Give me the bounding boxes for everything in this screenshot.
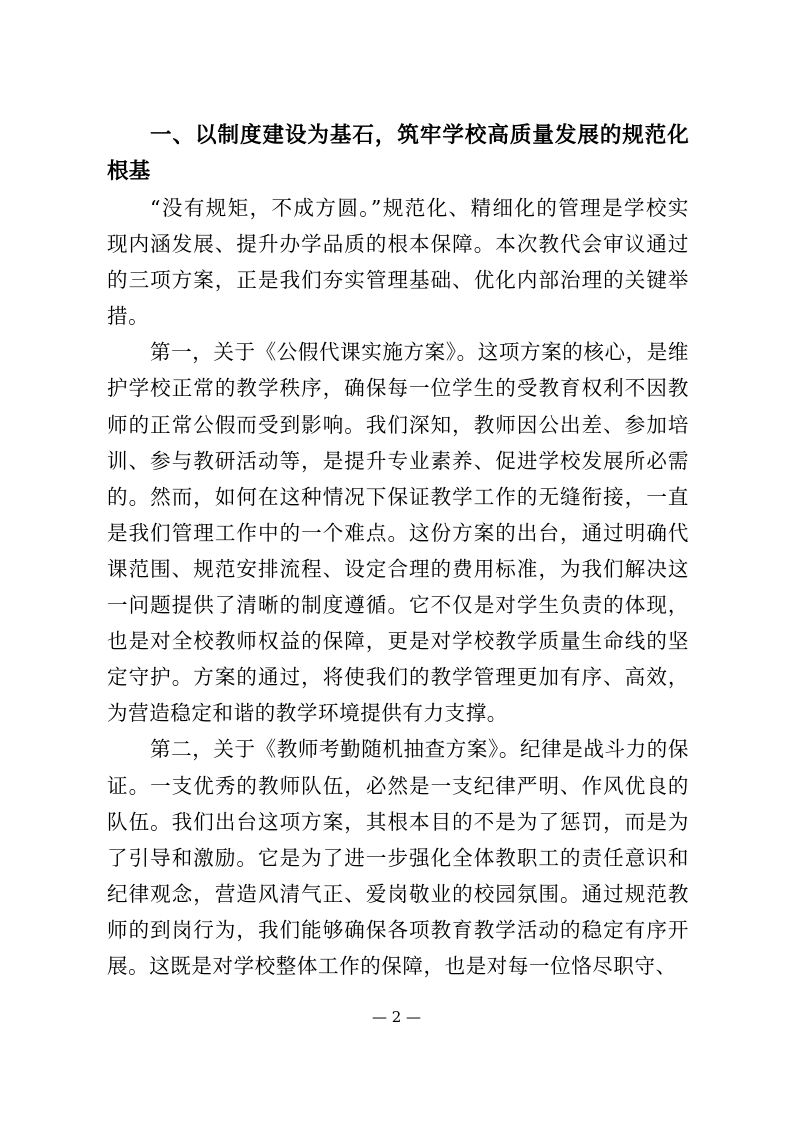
section-heading: 一、以制度建设为基石，筑牢学校高质量发展的规范化根基 (107, 123, 689, 184)
paragraph-intro: “没有规矩，不成方圆。”规范化、精细化的管理是学校实现内涵发展、提升办学品质的根本保障。本次教代会审议通过的三项方案，正是我们夯实管理基础、优化内部治理的关键举措。 (107, 196, 689, 329)
paragraph-first-plan: 第一，关于《公假代课实施方案》。这项方案的核心，是维护学校正常的教学秩序，确保每一位学生的受教育权利不因教师的正常公假而受到影响。我们深知，教师因公出差、参加培训、参与教研活动等，是提升专业素养、促进学校发展所必需的。然而，如何在这种情况下保证教学工作的无缝衔接，一直是我们管理工作中的一个难点。这份方案的出台，通过明确代课范围、规范安排流程、设定合理的费用标准，为我们解决这一问题提供了清晰的制度遵循。它不仅是对学生负责的体现，也是对全校教师权益的保障，更是对学校教学质量生命线的坚定守护。方案的通过，将使我们的教学管理更加有序、高效，为营造稳定和谐的教学环境提供有力支撑。 (107, 340, 689, 726)
page-number: — 2 — (371, 1008, 422, 1026)
document-body (107, 118, 689, 984)
paragraph-second-plan: 第二，关于《教师考勤随机抽查方案》。纪律是战斗力的保证。一支优秀的教师队伍，必然是一支纪律严明、作风优良的队伍。我们出台这项方案，其根本目的不是为了惩罚，而是为了引导和激励。它是为了进一步强化全体教职工的责任意识和纪律观念，营造风清气正、爱岗敬业的校园氛围。通过规范教师的到岗行为，我们能够确保各项教育教学活动的稳定有序开展。这既是对学校整体工作的保障，也是对每一位恪尽职守、 (107, 737, 689, 978)
